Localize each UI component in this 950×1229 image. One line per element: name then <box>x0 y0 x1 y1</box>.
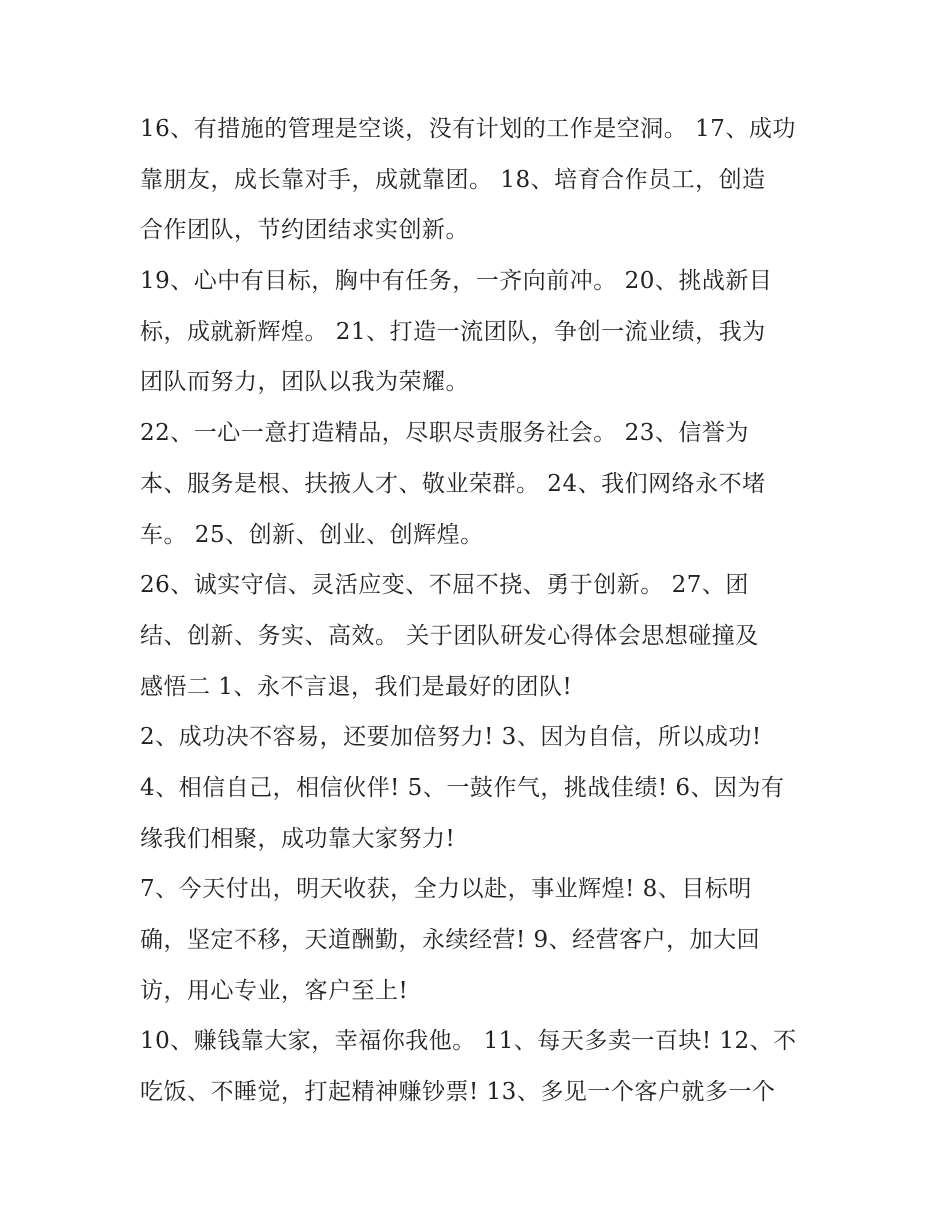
document-body <box>140 104 820 1118</box>
text-line: 19、心中有目标，胸中有任务，一齐向前冲。 20、挑战新目 <box>140 268 773 295</box>
text-line: 10、赚钱靠大家，幸福你我他。 11、每天多卖一百块! 12、不 <box>140 1028 797 1055</box>
text-line: 16、有措施的管理是空谈，没有计划的工作是空洞。 17、成功 <box>140 116 796 142</box>
text-line: 感悟二 1、永不言退，我们是最好的团队! <box>140 673 573 700</box>
text-line: 4、相信自己，相信伙伴! 5、一鼓作气，挑战佳绩! 6、因为有 <box>140 774 785 801</box>
text-line: 7、今天付出，明天收获，全力以赴，事业辉煌! 8、目标明 <box>140 876 752 903</box>
text-line: 结、创新、务实、高效。 关于团队研发心得体会思想碰撞及 <box>140 622 759 649</box>
text-line: 团队而努力，团队以我为荣耀。 <box>140 369 469 396</box>
text-line: 吃饭、不睡觉，打起精神赚钞票! 13、多见一个客户就多一个 <box>140 1079 776 1106</box>
text-line: 26、诚实守信、灵活应变、不屈不挠、勇于创新。 27、团 <box>140 572 749 599</box>
text-line: 确，坚定不移，天道酬勤，永续经营! 9、经营客户，加大回 <box>140 927 761 953</box>
text-line: 访，用心专业，客户至上! <box>140 977 409 1004</box>
text-line: 车。 25、创新、创业、创辉煌。 <box>140 521 484 548</box>
text-line: 本、服务是根、扶掖人才、敬业荣群。 24、我们网络永不堵 <box>140 470 766 497</box>
text-line: 合作团队，节约团结求实创新。 <box>140 217 469 244</box>
text-line: 标，成就新辉煌。 21、打造一流团队，争创一流业绩，我为 <box>140 318 766 345</box>
text-line: 靠朋友，成长靠对手，成就靠团。 18、培育合作员工，创造 <box>140 166 766 193</box>
text-line: 缘我们相聚，成功靠大家努力! <box>140 825 456 852</box>
text-line: 2、成功决不容易，还要加倍努力! 3、因为自信，所以成功! <box>140 724 762 751</box>
text-line: 22、一心一意打造精品，尽职尽责服务社会。 23、信誉为 <box>140 420 749 447</box>
